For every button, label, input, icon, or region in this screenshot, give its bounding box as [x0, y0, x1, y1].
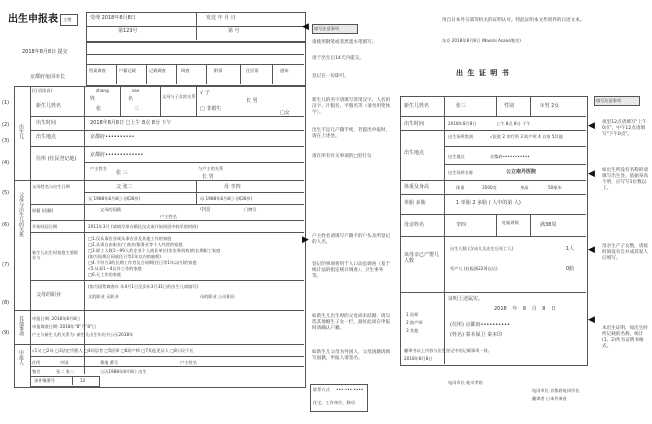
cohabit-value: 2011年3月 (请填写举办婚礼仪式或开始同居中较早的时间)	[88, 224, 199, 229]
note-8: 登记的事项将用于人口动态调查（基于统计法的指定统计调查）、卫生事务等。	[312, 262, 391, 279]
other-text-1: 申报日期: 2018年8月8日	[32, 316, 81, 321]
mother-name: 母 李四	[224, 184, 241, 190]
cert-weight: 3500克	[482, 185, 497, 190]
job-option-2: □2.从事自由职业/工商业/服务业等个人经营的家庭	[88, 242, 183, 247]
birth-time-label: 出生时间	[36, 120, 57, 126]
cert-role-midwife: 2 助产师	[406, 320, 423, 325]
father-job: 父的职业 无职业	[88, 294, 119, 299]
householder-relation-value: 长 男	[202, 174, 214, 180]
arrow-left-icon: ◀	[588, 169, 595, 179]
mother-job: 母的职业 公司职员	[200, 294, 235, 299]
cert-address: (住所) 京都府••••••••••	[450, 322, 510, 328]
cert-births-dead-value: 0胎	[566, 266, 575, 272]
cert-gender-value: ①男 2女	[540, 103, 560, 109]
birth-place-value: 京都府••••••••••	[90, 134, 135, 140]
checklist-col-5: 附票	[214, 68, 223, 73]
cert-birth-time-label: 出生时间	[404, 121, 425, 127]
cert-gender-label: 性别	[504, 103, 515, 109]
mayor-signature: 龟冈市长 桂川孝裕	[448, 380, 483, 385]
surname-label: 姓	[90, 96, 96, 102]
cert-mother-label: 母亲姓名	[404, 222, 425, 228]
kana-label: (日语读音)	[32, 88, 53, 93]
section-label-reporter: 申报人	[18, 350, 24, 365]
sent-date: 发送 年 月 日	[206, 15, 236, 21]
reporter-role-options: √1父 □2母 □3法定代理人 □4同居者 □5医师 □6助产师 □7其他见证人 □8公设于长	[32, 348, 194, 353]
note-10: 如新生儿父母为外国人，父母国籍请填写国籍，申报人请签名。	[312, 350, 391, 361]
cert-child-name-label: 新生儿姓名	[404, 103, 430, 109]
householder-relation-label: 与户主的关系	[198, 166, 224, 171]
cert-place-type-label: 出生场所类别	[448, 134, 474, 139]
cert-facility-label: 出生场所名称	[448, 170, 474, 175]
kana-surname: zhang	[96, 88, 109, 93]
row-number-2: (2)	[2, 122, 10, 128]
row-number-7: (7)	[2, 262, 10, 268]
cert-place-type: √医院 2 诊疗所 3 助产所 4 自家 5其他	[490, 134, 563, 139]
father-birth: 父 1988年8月8日 (满28岁)	[88, 196, 141, 201]
kana-given: san	[132, 88, 140, 93]
cert-births-dead: 死产儿 (妊娠满22周以后)	[450, 266, 498, 271]
mother-birth: 母 1988年8月8日 (满28岁)	[200, 196, 253, 201]
cert-weeks-label: 妊娠周数	[502, 220, 519, 225]
domicile-label: 原籍 (国籍)	[32, 208, 54, 213]
cert-weeks: 满38周	[540, 222, 557, 228]
note-2: 请于出生后14天内提交。	[312, 56, 364, 61]
cert-mother-name: 李四	[456, 222, 467, 228]
cert-role-doctor: 1 医师	[406, 312, 419, 317]
contact-label: 联系方式	[313, 387, 330, 392]
cert-multi-value: 1 单胎 2 多胎 ( 人中的第 人)	[456, 200, 521, 206]
child-given: 三	[134, 106, 140, 112]
side-note-4: 本出生证明，如出生时所记载的名称，统计(1、2)作为证明书格式。	[602, 326, 648, 349]
sign-office: 龟冈市长 京都府龟冈市长	[532, 388, 580, 393]
stamp-label: 主理	[63, 17, 72, 22]
reporter-address-label: 住所	[32, 360, 41, 365]
relation-value: 长 男	[246, 98, 258, 104]
checklist-col-7: 通知	[280, 68, 289, 73]
certification-date: 东京 2018年8月8日 (Naomi Asano签名)	[442, 38, 521, 43]
job-option-5: √5.从事1～4以外工作的家庭	[88, 266, 142, 271]
reporter-house: 番地 番号	[100, 360, 119, 365]
side-notes-header: 填写注意事项	[596, 98, 622, 103]
job-option-4: □4.不符合3的长期工作者及合同期(任日等1年以内)的家庭	[88, 260, 197, 265]
other-text-2: 申报调查日期: 2018年"8"月"8"日	[32, 324, 97, 329]
father-name: 父 张二	[116, 184, 133, 190]
cert-attest-date: 2018 年 8 月 8 日	[494, 306, 557, 312]
checklist-col-4: 调查	[181, 68, 190, 73]
form-title: 出生申报表	[8, 14, 58, 25]
householder-label: 户主姓名	[90, 166, 107, 171]
birth-time-value: 2018年8月8日 □上午 8点 8分 下午	[90, 120, 172, 126]
parent-job-label: 父母的职业	[36, 292, 62, 298]
cert-place: 京都府•••••••••••	[490, 154, 530, 159]
cohabit-label: 开始同居日期	[32, 224, 58, 229]
row-number-1: (1)	[2, 100, 10, 106]
given-label: 名	[128, 96, 134, 102]
other-text-3: 户主与新生儿的关系为: 新生儿出生年份为公历2018年	[32, 332, 134, 337]
received-number: 第123号	[118, 28, 138, 34]
cert-multi-label: 单胎 多胎	[404, 200, 426, 206]
census-note: (如为国势调查年 年4月1日至次年3月31日的出生儿请填写)	[88, 284, 199, 289]
cert-attest-text: 证明上述属实。	[448, 296, 484, 302]
reporter-householder: 户主姓名	[180, 360, 197, 365]
child-name-label: 新生儿姓名	[36, 103, 62, 109]
cert-facility: 公立南丹医院	[506, 169, 537, 175]
cert-weight-sub: 体重	[456, 185, 465, 190]
house-number-label: 门牌号	[244, 207, 257, 212]
cert-signer: (姓名) 秦本保卫 秦本印	[450, 332, 503, 338]
checklist-col-2: 户籍记载	[119, 68, 136, 73]
arrow-left-icon: ◀	[588, 121, 595, 131]
job-option-6: □6.无工作的家庭	[88, 272, 122, 277]
parent-name-label: 父母姓名与出生日期	[32, 184, 70, 189]
reporter-signature: 张二 张二	[56, 369, 75, 374]
note-3: 登记在一份即可。	[312, 74, 349, 79]
non-legit-checkbox[interactable]: □ 非婚生	[200, 106, 222, 112]
cert-births-alive: 出生儿数 (含该儿及出生后死亡儿)	[450, 246, 514, 251]
side-note-1: 夜里12点请填写"上午0点"，中午12点请填写"下午0点"。	[602, 120, 647, 137]
case-number-label: 事件簿番号	[34, 378, 55, 383]
cert-birth-time: 2018年8月8日	[448, 121, 477, 126]
cert-child-name: 张三	[456, 103, 467, 109]
arrow-left-icon: ◀	[588, 245, 595, 255]
certificate-title: 出 生 证 明 书	[456, 69, 510, 77]
checklist-col-6: 住民票	[246, 68, 259, 73]
note-7: 户主姓名请填写户籍卡的户头及所登记的人名。	[312, 234, 391, 245]
sign-translator: 翻译者 日本外务省	[532, 396, 567, 401]
cert-place-group-label: 出生地点	[404, 150, 425, 156]
row-number-8: (8)	[2, 300, 10, 306]
side-note-3: 母亲生产子女数，请按时间没有自并成其家人后填写。	[602, 244, 648, 261]
cert-weight-label: 体重及身高	[404, 184, 430, 190]
contact-types: 住宅、工作单位、移动	[313, 400, 355, 405]
birth-place-label: 出生地点	[36, 134, 57, 140]
job-option-3: □3.职工人数1～99人的企业个人商业单位(非农务机构)的长期职工家庭	[88, 248, 221, 253]
checklist-col-3: 记载调查	[149, 68, 166, 73]
address-label: 住所 (住民登记地)	[36, 156, 77, 162]
received-date: 受理 2018年8月8日	[90, 15, 136, 21]
note-4: 新生儿的名字请填写常用汉字、人名用汉字、片假名、平假名等（请勿用变体字）。	[312, 98, 391, 115]
section-label-other: 其他事项	[18, 316, 24, 336]
cert-height: 50厘米	[548, 185, 562, 190]
cert-births-alive-value: 1人	[566, 246, 575, 252]
job-option-3-note: (如为短期合同或任日等1年以内的雇佣)	[88, 254, 161, 259]
reporter-birth: 公历1988年8月8日 出生	[100, 369, 147, 374]
cert-role-other: 3 其他	[406, 328, 419, 333]
child-surname: 张	[96, 106, 102, 112]
arrow-left-icon: ◀	[588, 315, 595, 325]
section-label-parents: 父母与出生儿的关系	[18, 192, 24, 237]
side-note-2: 如出生所没有名称的请填写出生处、依据身高不明，应写写1位数以上。	[602, 168, 648, 191]
footer-note-1: 翻译书以上内容与出生登记中的记载事项一致。	[404, 348, 492, 353]
row-number-9: (9)	[2, 330, 10, 336]
footer-note-2: 2018年8月8日	[404, 356, 433, 361]
householder-name-label-2: 户主姓名	[160, 214, 177, 219]
householder-value: 张 三	[116, 170, 128, 176]
sent-number: 第 号	[228, 28, 240, 34]
note-9: 如新生儿出生时的父母尚未结婚，请勾选其他婚生子女一栏，最好此项在申报时请确认户籍。	[312, 314, 391, 331]
arrow-right-icon: ▶	[302, 235, 309, 245]
reporter-sign-label: 签名	[32, 369, 41, 374]
case-number: 12	[80, 378, 86, 383]
job-option-1: □1.仅从事农业或从事农业及其他工作的家庭	[88, 236, 172, 241]
row-number-5: (5)	[2, 190, 10, 196]
address-value: 京都府•••••••••••••	[90, 152, 144, 158]
household-job-label: 新生儿出生时家庭主要职业与	[32, 250, 79, 260]
note-1: 请使用钢笔或者黑墨水笔填写。	[312, 40, 377, 45]
arrow-left-icon: ◀	[302, 22, 309, 32]
contact-value: ••• ••• ••••	[336, 387, 364, 392]
certification-note: 用自日本外交部等机关的证明认可。特此证明本文件原件的日语文本。	[442, 18, 585, 23]
cert-birth-time-2: 上午 8点 8分 下午	[496, 121, 531, 126]
notes-header: 填写注意事项	[314, 26, 340, 31]
parents-country-label: 父母的国籍	[100, 207, 121, 212]
checklist-col-1: 档案调查	[89, 68, 106, 73]
cert-births-label: 该母亲已产婴儿人数	[404, 252, 440, 264]
note-6: 请在所有有关事项的□里打勾	[312, 154, 372, 159]
submit-date: 2018年8月8日 提交	[22, 49, 68, 55]
note-5: 出生不足几户籍手续，若提出申报时，请在上述处。	[312, 128, 391, 139]
legit-checkbox[interactable]: √ 子	[200, 90, 210, 96]
row-number-4: (4)	[2, 160, 10, 166]
row-number-3: (3)	[2, 138, 10, 144]
reporter-address: 中国	[60, 360, 69, 365]
cert-height-sub: 身高	[520, 185, 529, 190]
cert-place-label: 出生地点	[448, 154, 465, 159]
office-name: 京都府龟冈市长	[30, 74, 66, 80]
relation-label: 父母与子女的关系	[162, 94, 196, 99]
section-label-child: 出生儿	[18, 124, 24, 139]
country-value: 中国	[200, 207, 211, 213]
gender-female-checkbox[interactable]: □女	[280, 110, 290, 116]
row-number-6: (6)	[2, 222, 10, 228]
